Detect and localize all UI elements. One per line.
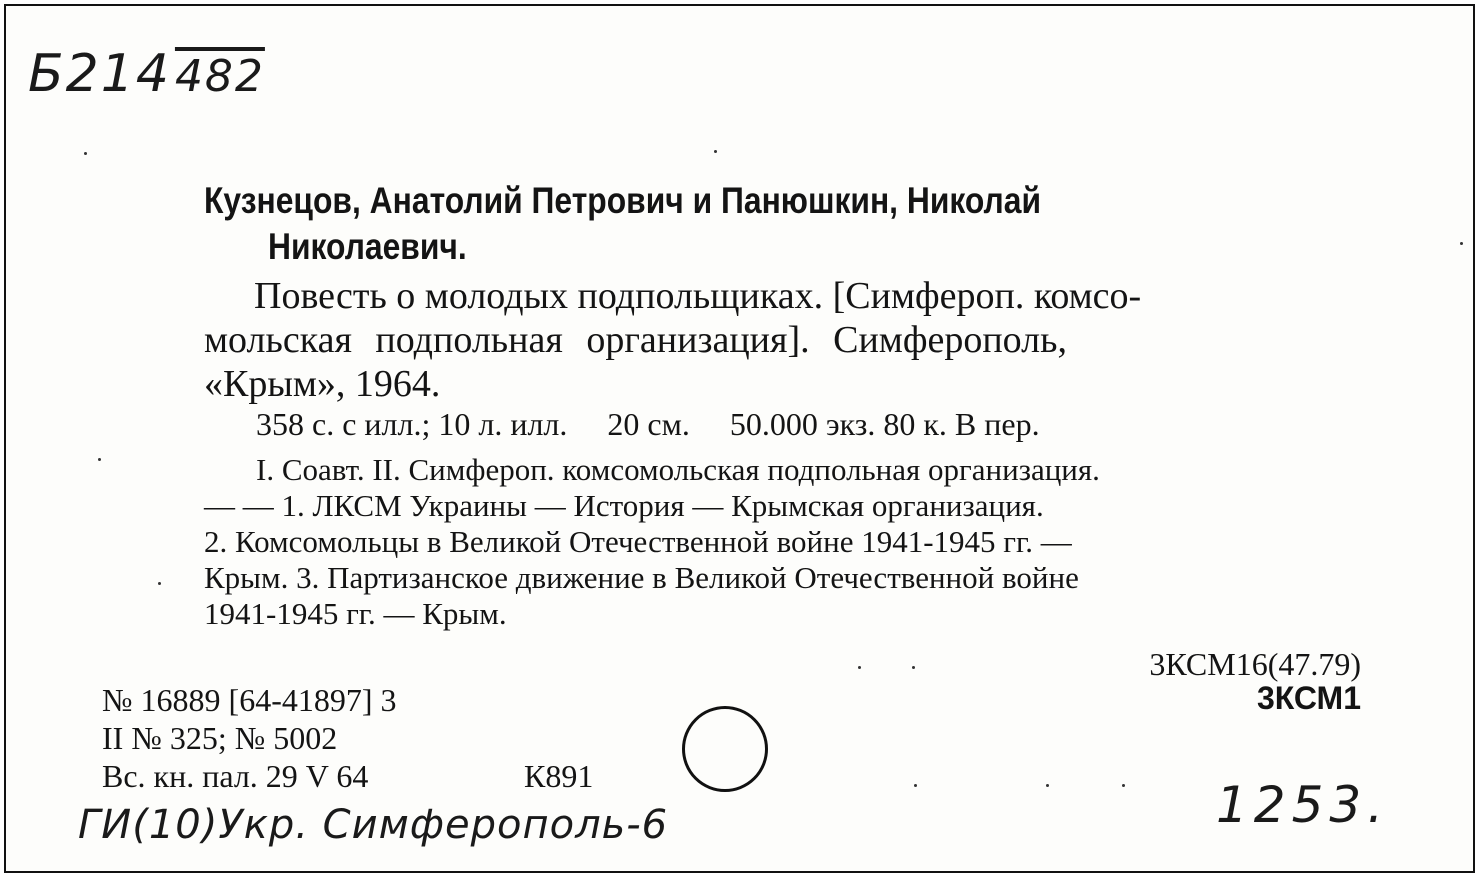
speck (858, 666, 861, 669)
shelfmark-main: Б214 (28, 44, 171, 104)
speck (914, 784, 917, 787)
physical-description: 358 с. с илл.; 10 л. илл. 20 см. 50.000 экз. 80 к. В пер. (256, 406, 1040, 442)
speck (1460, 242, 1463, 245)
title-line-1: Повесть о молодых подпольщиках. [Симфероп. комсо- (254, 275, 1142, 317)
title-line-3: «Крым», 1964. (204, 363, 441, 405)
shelfmark (28, 44, 265, 104)
speck (84, 152, 87, 155)
speck (714, 150, 717, 153)
shelfmark-sup: 482 (174, 51, 265, 102)
order-line-1: № 16889 [64-41897] 3 (102, 682, 397, 718)
note-line-5: 1941-1945 гг. — Крым. (204, 596, 507, 631)
hole-circle (682, 706, 768, 792)
class-code-1: 3КСМ16(47.79) (1149, 646, 1361, 682)
note-line-4: Крым. 3. Партизанское движение в Великой Отечественной войне (204, 560, 1079, 595)
heading-line-2: Николаевич. (268, 226, 467, 267)
speck (158, 582, 161, 585)
note-line-1: I. Соавт. II. Симфероп. комсомольская подпольная организация. (256, 452, 1100, 487)
order-line-3: Вс. кн. пал. 29 V 64 (102, 758, 369, 794)
catalog-card (4, 4, 1475, 873)
speck (912, 666, 915, 669)
order-line-2: II № 325; № 5002 (102, 720, 338, 756)
note-line-2: — — 1. ЛКСМ Украины — История — Крымская организация. (204, 488, 1044, 523)
speck (1046, 784, 1049, 787)
press-code: К891 (524, 758, 594, 794)
note-line-3: 2. Комсомольцы в Великой Отечественной войне 1941-1945 гг. — (204, 524, 1072, 559)
speck (1122, 784, 1125, 787)
handwritten-location: ГИ(10)Укр. Симферополь-6 (78, 802, 669, 848)
handwritten-number: 1253. (1216, 776, 1390, 834)
heading-line-1: Кузнецов, Анатолий Петрович и Панюшкин, Николай (204, 180, 1042, 221)
title-line-2: мольская подпольная организация]. Симферополь, (204, 319, 1067, 361)
class-code-2: 3КСМ1 (1256, 680, 1361, 716)
speck (98, 458, 101, 461)
